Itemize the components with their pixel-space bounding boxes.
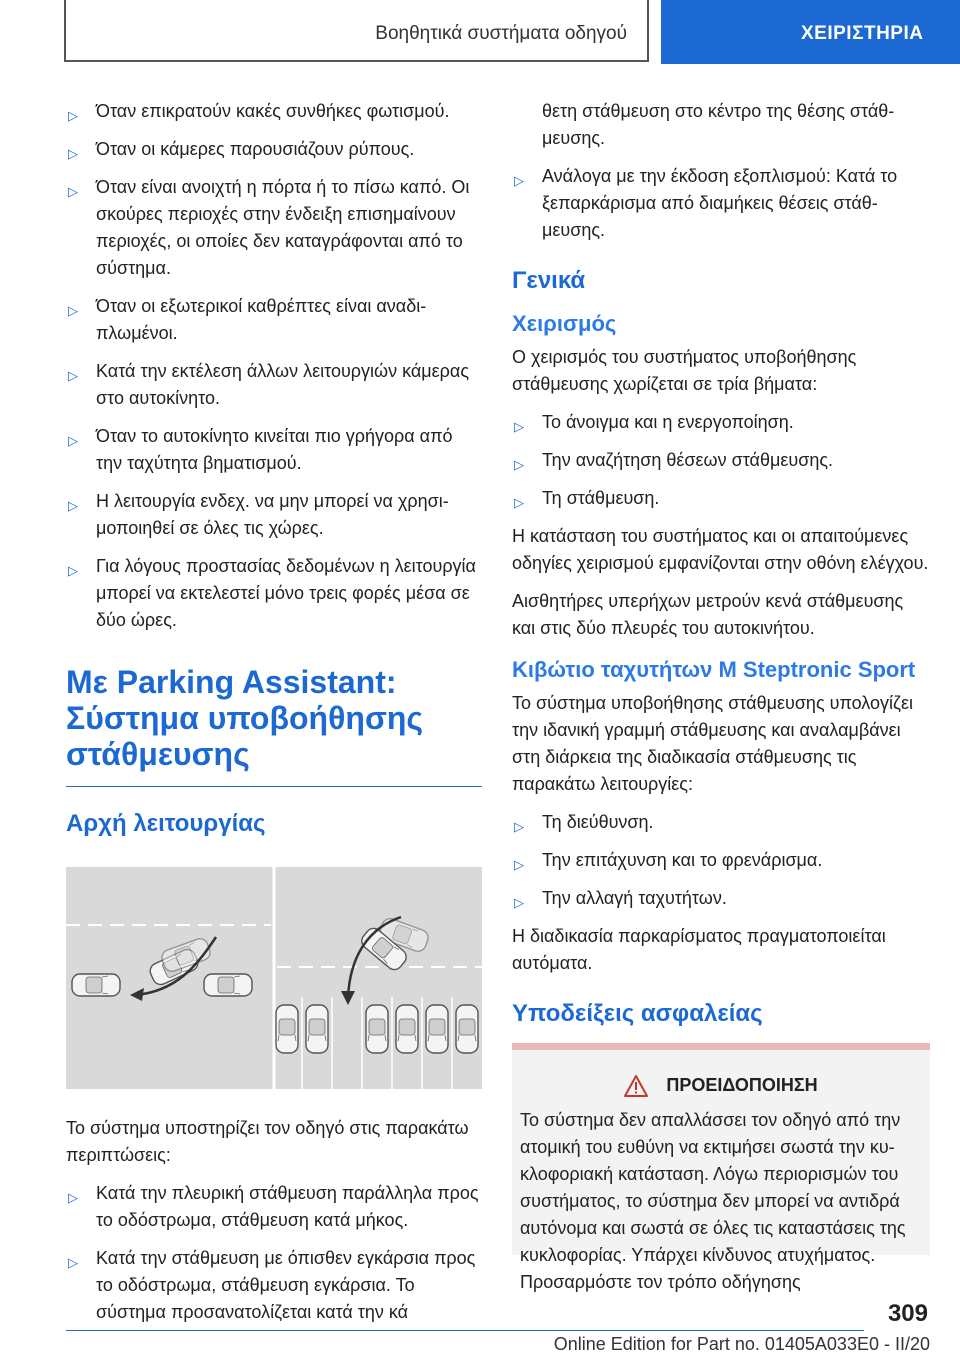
bullet-triangle-icon: ▷	[68, 498, 78, 513]
list-item: ▷ Κατά την πλευρική στάθμευση παράλληλα προς το οδόστρωμα, στάθμευση κατά μήκος.	[68, 1183, 479, 1230]
bullet-triangle-icon: ▷	[514, 857, 524, 872]
footer-divider	[66, 1330, 864, 1331]
sensors-text: Αισθητήρες υπερήχων μετρούν κενά στάθμευσης και στις δύο πλευρές του αυτοκινήτου.	[512, 591, 904, 638]
list-item: ▷ Τη διεύθυνση.	[512, 809, 930, 836]
bullet-triangle-icon: ▷	[68, 108, 78, 123]
list-item: ▷ Την αναζήτηση θέσεων στάθμευσης.	[512, 447, 930, 474]
limitations-list	[66, 98, 482, 634]
bullet-triangle-icon: ▷	[68, 146, 78, 161]
list-item: ▷ Την επιτάχυνση και το φρενάρισμα.	[512, 847, 930, 874]
bullet-triangle-icon: ▷	[68, 1255, 78, 1270]
bullet-triangle-icon: ▷	[514, 495, 524, 510]
bullet-triangle-icon: ▷	[514, 819, 524, 834]
list-item: ▷ Όταν επικρατούν κακές συνθήκες φωτισμού.	[66, 98, 482, 125]
bullet-triangle-icon: ▷	[514, 457, 524, 472]
parking-illustration	[66, 867, 482, 1089]
footer-edition: Online Edition for Part no. 01405A033E0 - II/20	[553, 1334, 930, 1354]
list-item: ▷ Κατά την στάθμευση με όπισθεν εγκάρσια προς το οδόστρωμα, στάθμευση εγκάρσια. Το σύστημα προσανατολίζεται κατά την κά	[68, 1248, 476, 1322]
list-item: ▷ Ανάλογα με την έκδοση εξοπλισμού: Κατά το ξεπαρκάρισμα από διαμήκεις θέσεις στάθμευσης.	[514, 166, 898, 240]
warning-title: ΠΡΟΕΙΔΟΠΟΙΗΣΗ	[666, 1075, 818, 1095]
bullet-triangle-icon: ▷	[514, 895, 524, 910]
situations-list	[66, 1180, 482, 1326]
gearbox-heading: Κιβώτιο ταχυτήτων M Steptronic Sport	[512, 657, 916, 682]
list-item: ▷ Όταν το αυτοκίνητο κινείται πιο γρήγορα από την ταχύτητα βηματισμού.	[68, 426, 453, 473]
operation-heading: Χειρισμός	[512, 311, 617, 336]
list-item: ▷ Το άνοιγμα και η ενεργοποίηση.	[512, 409, 930, 436]
gearbox-text: Το σύστημα υποβοήθησης στάθμευσης υπολογίζει την ιδανική γραμμή στάθμευσης και αναλαμβάνει στη διάρκεια της διαδικασία στάθμευσης τις παρακάτω λειτουργίες:	[512, 693, 913, 794]
page-header	[0, 0, 960, 64]
operation-text: Ο χειρισμός του συστήματος υποβοήθησης στάθμευσης χωρίζεται σε τρία βήματα:	[512, 347, 857, 394]
warning-title-row	[520, 1072, 922, 1099]
general-heading: Γενικά	[512, 267, 586, 294]
functions-list	[512, 809, 930, 912]
list-item: ▷ Τη στάθμευση.	[512, 485, 930, 512]
warning-triangle-icon	[624, 1075, 648, 1097]
bullet-triangle-icon: ▷	[514, 419, 524, 434]
right-column	[512, 98, 930, 1292]
bullet-triangle-icon: ▷	[68, 368, 78, 383]
page-number: 309	[887, 1300, 928, 1327]
auto-text: Η διαδικασία παρκαρίσματος πραγματοποιείται αυτόματα.	[512, 926, 886, 973]
safety-heading: Υποδείξεις ασφαλείας	[512, 1000, 763, 1027]
bullet-triangle-icon: ▷	[68, 1190, 78, 1205]
bullet-triangle-icon: ▷	[68, 184, 78, 199]
continuation-text: θετη στάθμευση στο κέντρο της θέσης στάθμευσης.	[542, 101, 895, 148]
principle-heading: Αρχή λειτουργίας	[66, 810, 266, 837]
main-heading: Με Parking Assistant: Σύστημα υποβοήθησης στάθμευσης	[66, 664, 482, 787]
bullet-triangle-icon: ▷	[68, 433, 78, 448]
principle-text: Το σύστημα υποστηρίζει τον οδηγό στις παρακάτω περιπτώσεις:	[66, 1118, 469, 1165]
chapter-tab[interactable]: ΧΕΙΡΙΣΤΗΡΙΑ	[661, 0, 960, 64]
bullet-triangle-icon: ▷	[68, 303, 78, 318]
bullet-triangle-icon: ▷	[68, 563, 78, 578]
status-text: Η κατάσταση του συστήματος και οι απαιτούμενες οδηγίες χειρισμού εμφανίζονται στην οθόνη ελέγχου.	[512, 526, 929, 573]
list-item: ▷ Όταν οι εξωτερικοί καθρέπτες είναι αναδιπλωμένοι.	[68, 296, 427, 343]
list-item: ▷ Όταν οι κάμερες παρουσιάζουν ρύπους.	[66, 136, 482, 163]
bullet-triangle-icon: ▷	[514, 173, 524, 188]
warning-body: Το σύστημα δεν απαλλάσσει τον οδηγό από την ατομική του ευθύνη να εκτιμήσει σωστά την κυκλοφοριακή κατάσταση. Λόγω περιορισμών του συστήματος, το σύστημα δεν μπορεί να αντιδρά αυτόνομα και σωστά σε όλες τις καταστάσεις της κυκλοφορίας. Υπάρχει κίνδυνος ατυχήματος. Προσαρμόστε τον τρόπο οδήγησης	[520, 1110, 906, 1292]
list-item: ▷ Κατά την εκτέλεση άλλων λειτουργιών κάμερας στο αυτοκίνητο.	[68, 361, 469, 408]
left-column	[66, 98, 482, 1337]
warning-box	[512, 1043, 930, 1292]
list-item: ▷ Όταν είναι ανοιχτή η πόρτα ή το πίσω καπό. Οι σκούρες περιοχές στην ένδειξη επισημαίνουν περιοχές, οι οποίες δεν καταγράφονται από το σύστημα.	[68, 177, 470, 278]
list-item: ▷ Η λειτουργία ενδεχ. να μην μπορεί να χρησιμοποιηθεί σε όλες τις χώρες.	[68, 491, 449, 538]
list-item: ▷ Την αλλαγή ταχυτήτων.	[512, 885, 930, 912]
exit-list	[512, 163, 930, 244]
list-item: ▷ Για λόγους προστασίας δεδομένων η λειτουργία μπορεί να εκτελεστεί μόνο τρεις φορές μέσα σε δύο ώρες.	[68, 556, 476, 630]
steps-list	[512, 409, 930, 512]
section-title: Βοηθητικά συστήματα οδηγού	[64, 0, 649, 62]
